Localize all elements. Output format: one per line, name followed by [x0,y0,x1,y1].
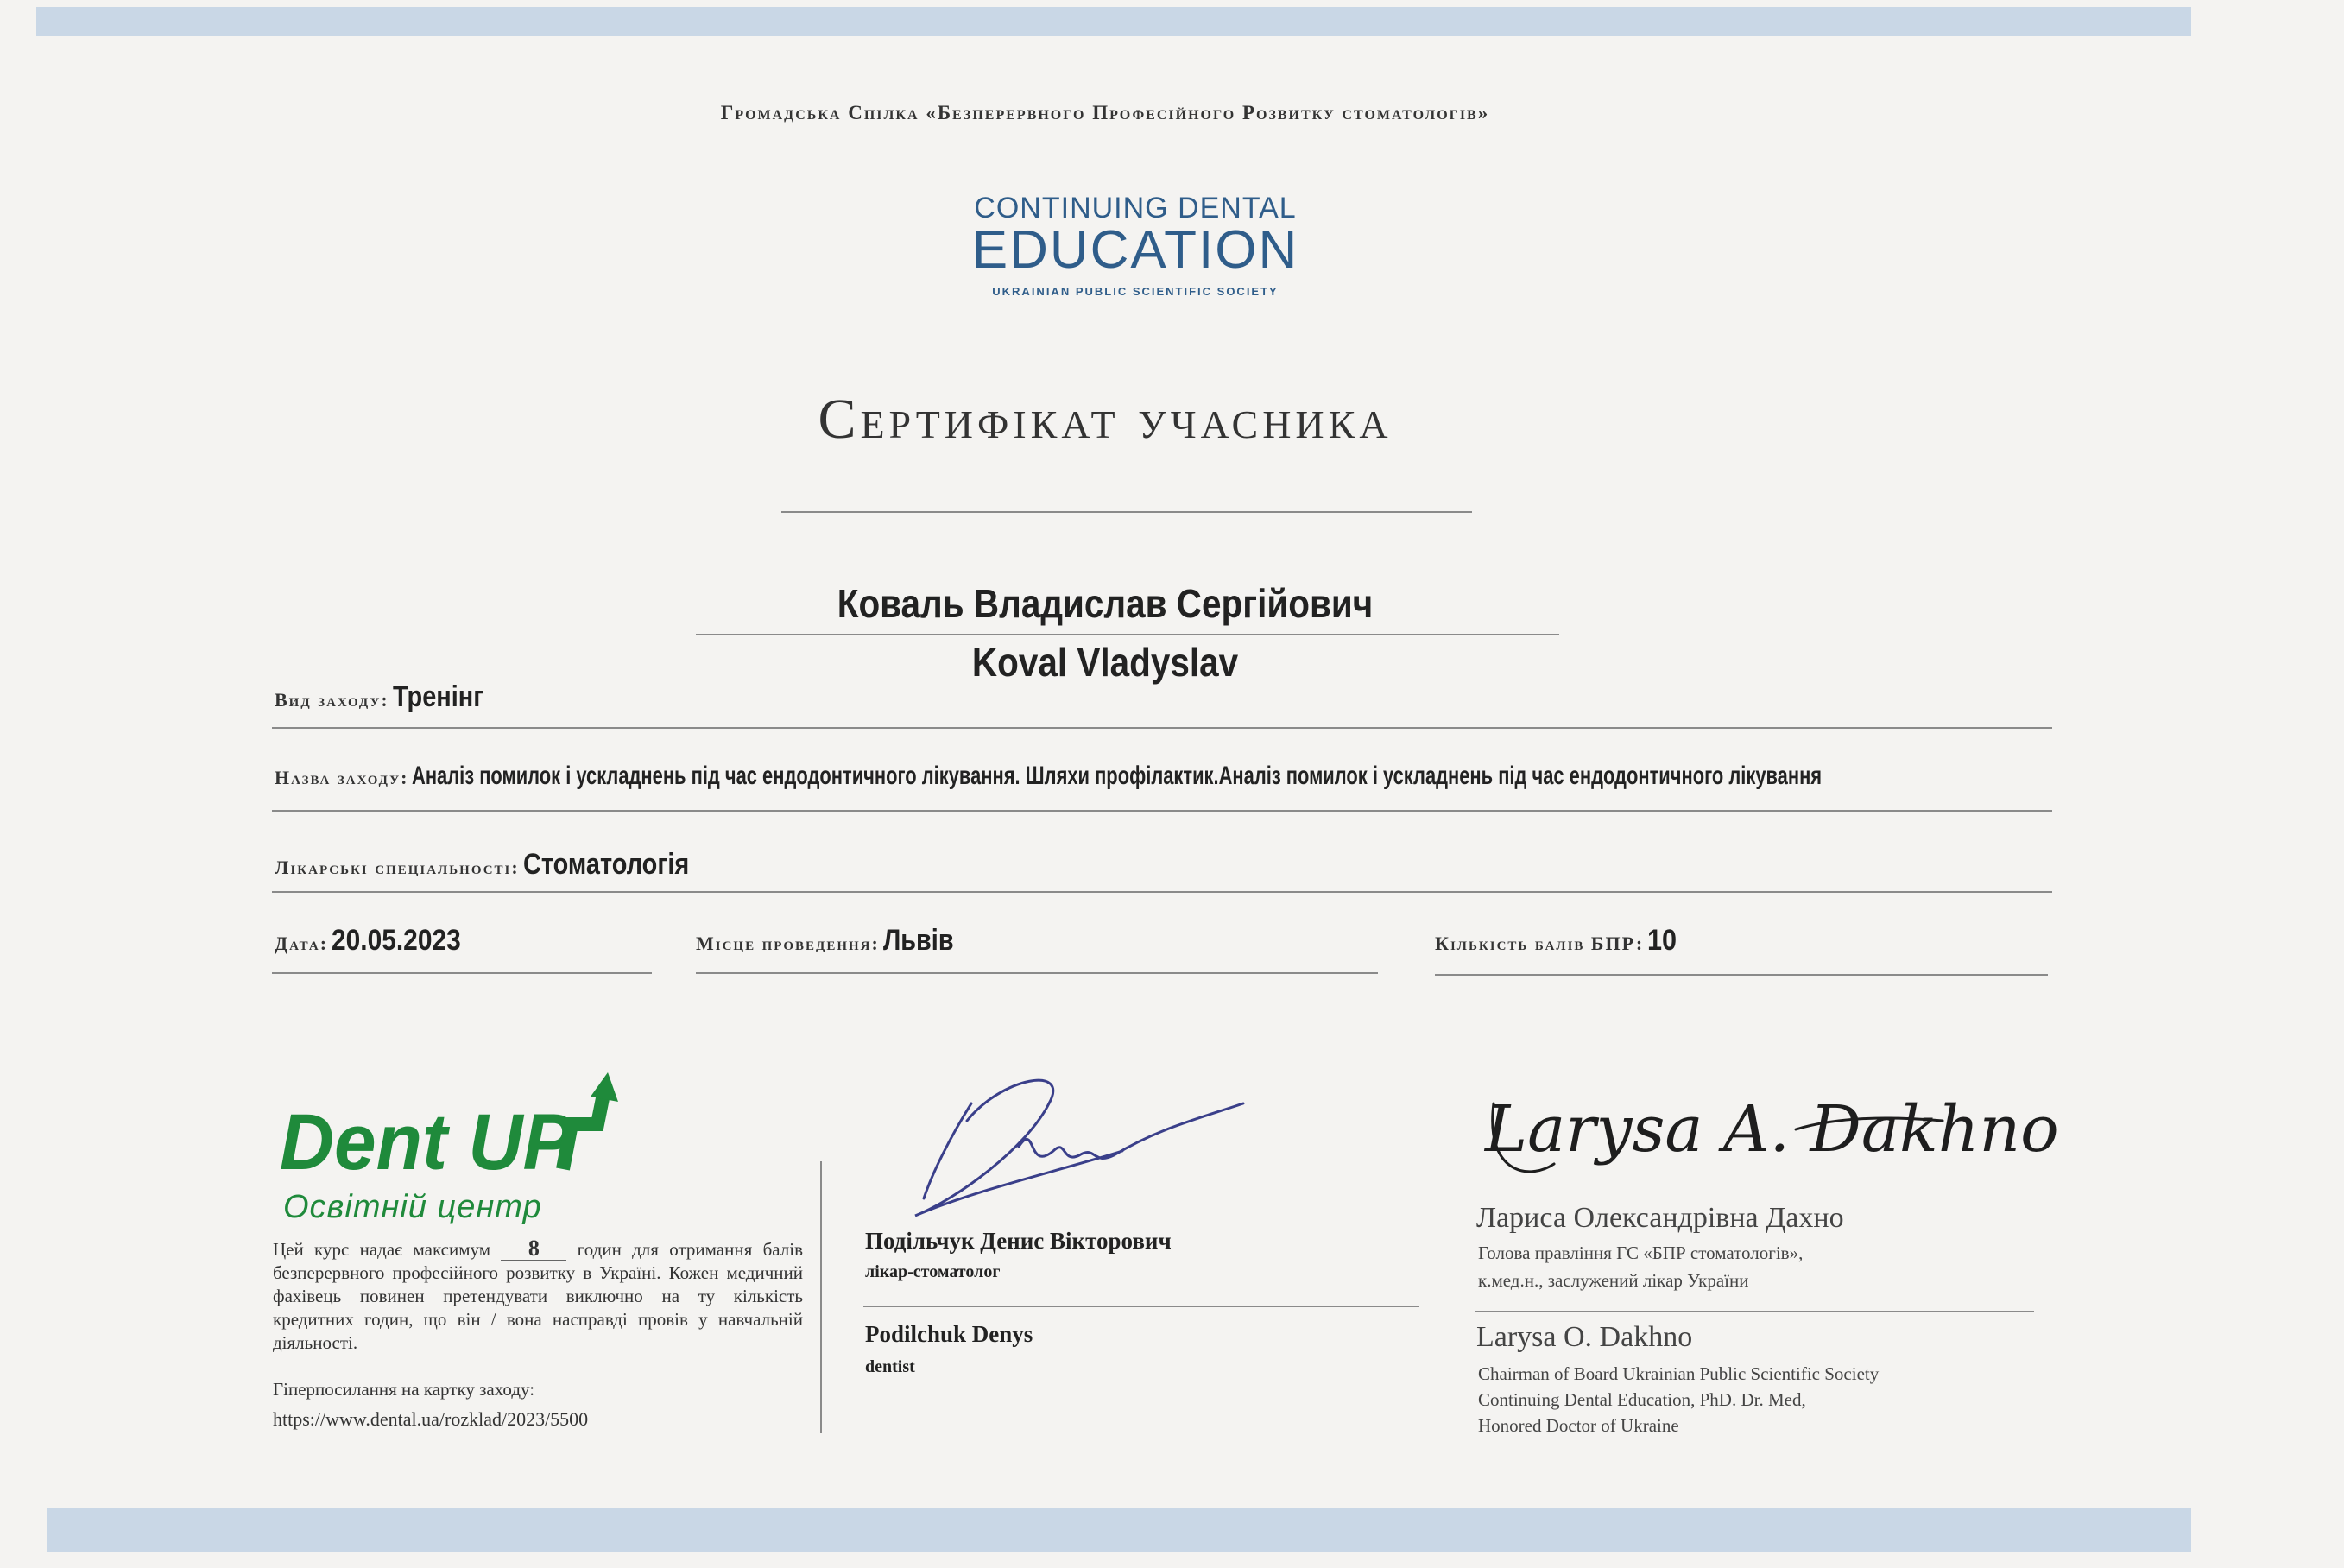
specialty-row [275,848,718,882]
cde-logo [932,183,1338,304]
signer1-role-ua: лікар-стоматолог [865,1262,1001,1281]
signer1-name-ua: Подільчук Денис Вікторович [865,1228,1172,1254]
points-value: 10 [1647,924,1677,957]
event-type-value: Тренінг [392,680,484,713]
place-rule [696,972,1378,974]
cde-logo-line2: EDUCATION [971,220,1299,280]
signer1-name-en: Podilchuk Denys [865,1321,1033,1347]
signer2-name-ua: Лариса Олександрівна Дахно [1476,1202,1844,1234]
event-name-rule [272,810,2052,812]
dentup-logo-main: Dent UP [279,1097,573,1187]
date-rule [272,972,652,974]
date-row [275,924,478,958]
event-link[interactable]: https://www.dental.ua/rozklad/2023/5500 [273,1408,589,1430]
signer1-rule [863,1306,1419,1307]
link-label: Гіперпосилання на картку заходу: [273,1379,535,1400]
date-value: 20.05.2023 [332,924,461,957]
organization-name: Громадська Спілка «Безперервного Професійного Розвитку стоматологів» [720,102,1490,123]
arrow-head-icon [591,1072,618,1102]
bottom-border-band [47,1508,2191,1552]
signer2-role-ua-2: к.мед.н., заслужений лікар України [1478,1270,1749,1291]
hours-note-pre: Цей курс надає максимум [273,1239,490,1260]
hours-value: 8 [501,1236,566,1261]
place-label: Місце проведення: [696,933,880,954]
place-value: Львів [882,924,954,957]
name-divider [696,634,1559,635]
points-row [1435,924,1680,958]
event-type-label: Вид заходу: [275,689,389,711]
certificate-title: Сертифікат учасника [818,388,1393,451]
hours-note-post: годин для отримання [577,1239,753,1260]
participant-name-ua: Коваль Владислав Сергійович [837,581,1374,626]
date-label: Дата: [275,933,329,954]
signature-stroke [915,1080,1243,1216]
signer2-role-en-1: Chairman of Board Ukrainian Public Scientific Society [1478,1363,1880,1384]
event-type-row [275,680,500,714]
event-name-row [275,762,2344,791]
cde-logo-line1: CONTINUING DENTAL [974,192,1297,224]
event-name-value: Аналіз помилок і ускладнень під час ендодонтичного лікування. Шляхи профілактик.Аналіз помилок і ускладнень під час ендодонтичного лікування [412,762,1823,790]
signature-dakhno-text: Larysa A. Dakhno [1485,1092,2059,1167]
title-divider [781,511,1472,513]
top-border-band [36,7,2191,36]
signer2-rule [1475,1311,2034,1312]
place-row [696,924,966,958]
hours-note [273,1236,803,1355]
vertical-divider [820,1161,822,1433]
signer2-role-en-2: Continuing Dental Education, PhD. Dr. Med, [1478,1389,1806,1410]
signer1-role-en: dentist [865,1357,915,1376]
specialty-rule [272,891,2052,893]
signature-podilchuk [898,1069,1243,1229]
signer2-role-ua-1: Голова правління ГС «БПР стоматологів», [1478,1242,1804,1263]
signer2-role-en-3: Honored Doctor of Ukraine [1478,1415,1679,1436]
points-rule [1435,974,2048,976]
points-label: Кількість балів БПР: [1435,933,1645,954]
specialty-value: Стоматологія [522,848,689,881]
signer2-name-en: Larysa O. Dakhno [1476,1321,1693,1353]
specialty-label: Лікарські спеціальності: [275,857,520,878]
hours-note-rest: балів безперервного професійного розвитку в Україні. Кожен медичний фахівець повинен претендувати виключно на ту кількість кредитних годин, що він / вона насправді провів у навчальній діяльності. [273,1239,804,1353]
dentup-logo-sub: Освітній центр [283,1189,542,1225]
cde-logo-line3: UKRAINIAN PUBLIC SCIENTIFIC SOCIETY [992,285,1279,298]
event-name-label: Назва заходу: [275,767,409,788]
dentup-logo [278,1072,641,1228]
event-type-rule [272,727,2052,729]
participant-name-en: Koval Vladyslav [971,640,1239,685]
signature-dakhno [1476,1069,2059,1198]
